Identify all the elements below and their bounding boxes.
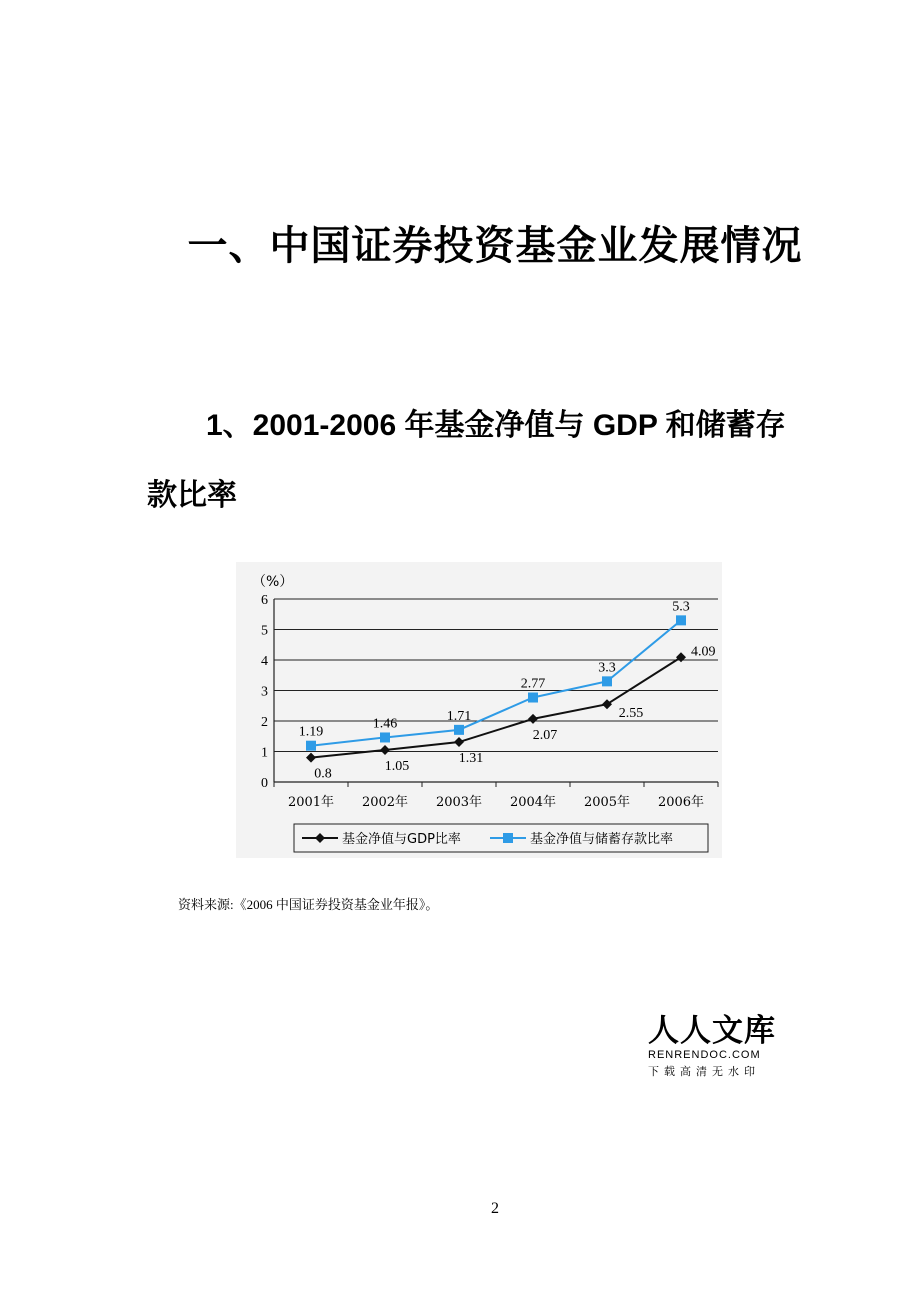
line-chart: [236, 562, 722, 858]
y-tick-label: 6: [261, 593, 268, 608]
logo-tagline: 下载高清无水印: [648, 1065, 760, 1078]
logo-name: 人人文库: [648, 1013, 776, 1049]
x-tick-label: 2001年: [287, 795, 335, 810]
y-tick-label: 3: [261, 684, 268, 700]
source-note: 资料来源:《2006 中国证券投资基金业年报》。: [178, 897, 439, 912]
data-label-gdp: 1.05: [384, 758, 410, 774]
marker-gdp: [380, 745, 390, 755]
marker-gdp: [306, 753, 316, 763]
data-label-gdp: 4.09: [691, 644, 716, 660]
section-heading-line2: 款比率: [147, 479, 237, 512]
data-label-savings: 1.19: [298, 724, 324, 740]
x-tick-label: 2003年: [435, 795, 483, 810]
logo-url: RENRENDOC.COM: [648, 1049, 761, 1061]
marker-gdp: [528, 714, 538, 724]
legend-label-gdp: 基金净值与GDP比率: [342, 832, 461, 847]
legend-marker-savings: [503, 833, 513, 843]
marker-gdp: [602, 699, 612, 709]
y-tick-label: 4: [261, 654, 268, 669]
data-label-savings: 1.46: [372, 716, 398, 732]
series-line-savings: [311, 620, 681, 745]
y-unit-label: （%）: [252, 574, 294, 590]
section-heading-line1: 1、2001-2006 年基金净值与 GDP 和储蓄存: [206, 409, 786, 442]
data-label-savings: 3.3: [598, 660, 616, 676]
legend-label-savings: 基金净值与储蓄存款比率: [530, 832, 674, 847]
data-label-gdp: 2.55: [618, 706, 644, 722]
page-number: 2: [491, 1200, 499, 1217]
marker-savings: [380, 732, 390, 742]
y-tick-label: 0: [261, 776, 268, 791]
data-label-gdp: 1.31: [458, 751, 484, 767]
marker-savings: [676, 615, 686, 625]
data-label-savings: 5.3: [672, 599, 690, 615]
data-label-gdp: 2.07: [532, 727, 558, 743]
marker-gdp: [676, 652, 686, 662]
marker-savings: [528, 693, 538, 703]
marker-savings: [306, 741, 316, 751]
x-tick-label: 2006年: [657, 795, 705, 810]
document-title: 一、中国证券投资基金业发展情况: [187, 222, 803, 269]
y-tick-label: 5: [261, 623, 268, 639]
marker-gdp: [454, 737, 464, 747]
y-tick-label: 1: [261, 745, 268, 761]
data-label-savings: 2.77: [520, 676, 546, 692]
x-tick-label: 2002年: [361, 795, 409, 810]
chart-svg: [236, 562, 722, 858]
x-tick-label: 2004年: [509, 795, 557, 810]
watermark-logo: [648, 1014, 778, 1079]
marker-savings: [454, 725, 464, 735]
marker-savings: [602, 676, 612, 686]
data-label-gdp: 0.8: [314, 766, 332, 782]
x-tick-label: 2005年: [583, 795, 631, 810]
y-tick-label: 2: [261, 715, 268, 730]
data-label-savings: 1.71: [446, 708, 472, 724]
